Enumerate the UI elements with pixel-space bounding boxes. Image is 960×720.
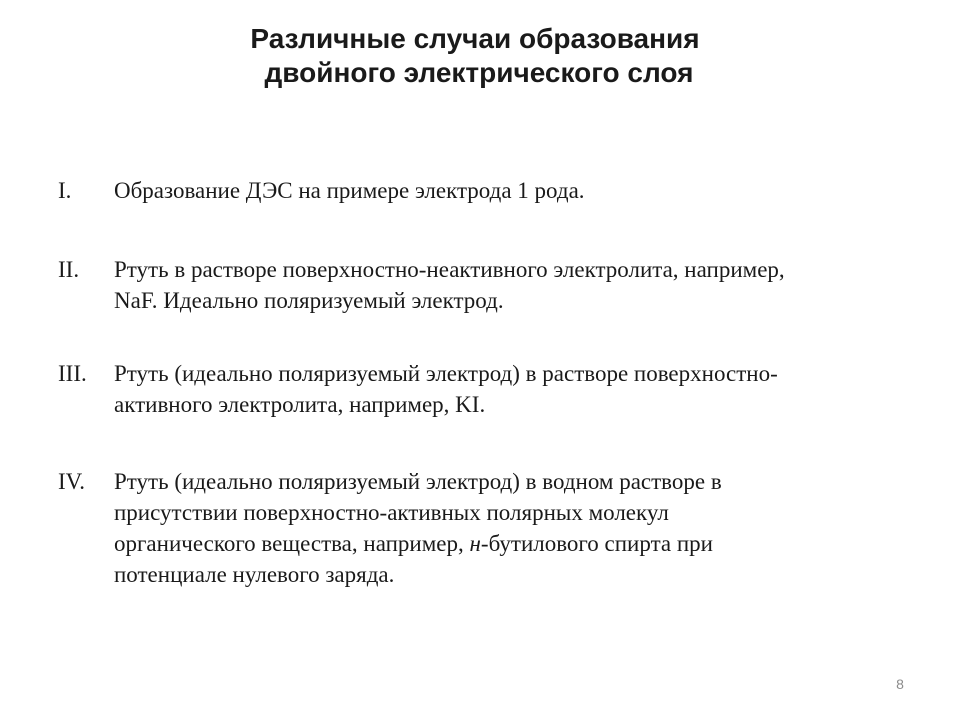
list-item-numeral: II.: [58, 257, 80, 282]
list-item-numeral: I.: [58, 178, 72, 203]
list-item-line: присутствии поверхностно-активных полярных молекул: [114, 500, 669, 525]
list-item-text: [114, 254, 904, 316]
list-item-line: NaF. Идеально поляризуемый электрод.: [114, 288, 504, 313]
list-item-line-part: органического вещества, например,: [114, 531, 464, 556]
list-item-line-with-italic: [114, 528, 904, 559]
list-item-line: потенциале нулевого заряда.: [114, 562, 395, 587]
italic-n-prefix: н: [469, 531, 481, 556]
list-item-numeral: IV.: [58, 469, 86, 494]
page-number: 8: [896, 676, 904, 692]
slide-title: [150, 22, 800, 90]
list-item-line: Ртуть в растворе поверхностно-неактивного электролита, например,: [114, 257, 785, 282]
list-item-text: [114, 358, 904, 420]
list-item-line: Ртуть (идеально поляризуемый электрод) в растворе поверхностно-: [114, 361, 778, 386]
list-item-text: [114, 466, 904, 590]
list-item-line-part: -бутилового спирта при: [480, 531, 713, 556]
slide-title-line-2: двойного электрического слоя: [264, 57, 694, 88]
slide-title-line-1: Различные случаи образования: [250, 23, 700, 54]
list-item-line: Образование ДЭС на примере электрода 1 рода.: [114, 178, 585, 203]
list-item-line: Ртуть (идеально поляризуемый электрод) в водном растворе в: [114, 469, 722, 494]
list-item-numeral: III.: [58, 361, 87, 386]
list-item-text: [114, 175, 904, 206]
list-item-line: активного электролита, например, KI.: [114, 392, 486, 417]
